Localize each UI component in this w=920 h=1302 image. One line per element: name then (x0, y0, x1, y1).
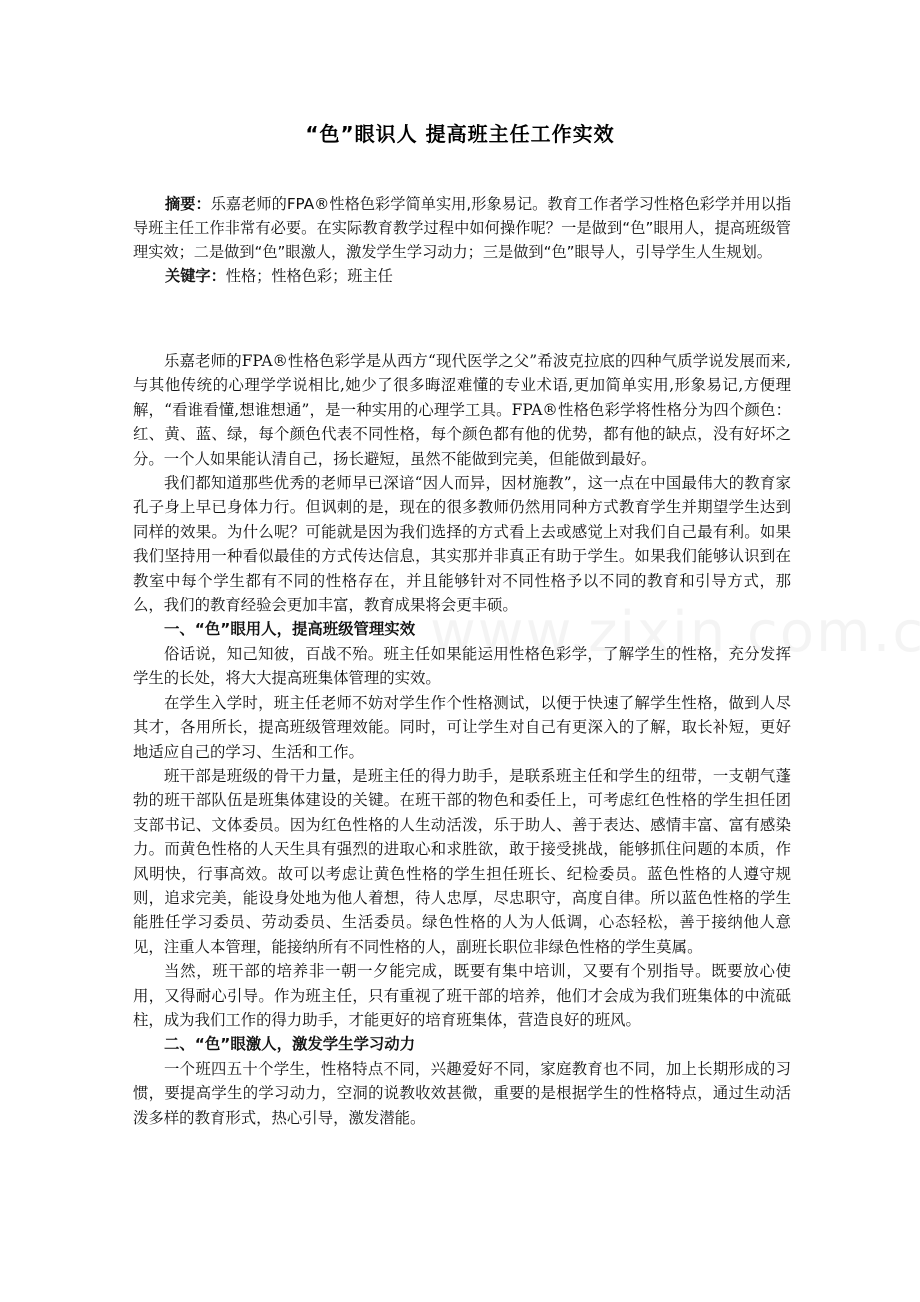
body-paragraph: 一个班四五十个学生，性格特点不同，兴趣爱好不同，家庭教育也不同，加上长期形成的习惯，要提高学生的学习动力，空洞的说教收效甚微，重要的是根据学生的性格特点，通过生动活泼多样的教育形式，热心引导，激发潜能。 (133, 1059, 791, 1127)
section-heading-1: 一、“色”眼用人，提高班级管理实效 (164, 620, 416, 639)
body-paragraph: 在学生入学时，班主任老师不妨对学生作个性格测试，以便于快速了解学生性格，做到人尽其才，各用所长，提高班级管理效能。同时，可让学生对自己有更深入的了解，取长补短，更好地适应自己的学习、生活和工作。 (133, 693, 791, 761)
keywords-label: 关键字： (165, 267, 226, 285)
section-heading-2: 二、“色”眼激人，激发学生学习动力 (164, 1035, 416, 1054)
body-paragraph: 当然，班干部的培养非一朝一夕能完成，既要有集中培训，又要有个别指导。既要放心使用，又得耐心引导。作为班主任，只有重视了班干部的培养，他们才会成为我们班集体的中流砥柱，成为我们工作的得力助手，才能更好的培育班集体，营造良好的班风。 (133, 962, 791, 1029)
abstract-text: 乐嘉老师的FPA®性格色彩学简单实用,形象易记。教育工作者学习性格色彩学并用以指导班主任工作非常有必要。在实际教育教学过程中如何操作呢？一是做到“色”眼用人，提高班级管理实效；二是做到“色”眼激人，激发学生学习动力；三是做到“色”眼导人，引导学生人生规划。 (133, 195, 792, 261)
keywords-paragraph (133, 264, 791, 288)
body-paragraph: 乐嘉老师的FPA®性格色彩学是从西方“现代医学之父”希波克拉底的四种气质学说发展而来,与其他传统的心理学学说相比,她少了很多晦涩难懂的专业术语,更加简单实用,形象易记,方便理解，“看谁看懂,想谁想通”，是一种实用的心理学工具。FPA®性格色彩学将性格分为四个颜色：红、黄、蓝、绿，每个颜色代表不同性格，每个颜色都有他的优势，都有他的缺点，没有好坏之分。一个人如果能认清自己，扬长避短，虽然不能做到完美，但能做到最好。 (133, 352, 791, 468)
abstract-section (133, 192, 791, 288)
body-paragraph: 我们都知道那些优秀的老师早已深谙“因人而异，因材施教”，这一点在中国最伟大的教育家孔子身上早已身体力行。但讽刺的是，现在的很多教师仍然用同种方式教育学生并期望学生达到同样的效果。为什么呢？可能就是因为我们选择的方式看上去或感觉上对我们自己最有利。如果我们坚持用一种看似最佳的方式传达信息，其实那并非真正有助于学生。如果我们能够认识到在教室中每个学生都有不同的性格存在，并且能够针对不同性格予以不同的教育和引导方式，那么，我们的教育经验会更加丰富，教育成果将会更丰硕。 (133, 474, 791, 615)
body-section (133, 349, 791, 1130)
body-paragraph: 班干部是班级的骨干力量，是班主任的得力助手，是联系班主任和学生的纽带，一支朝气蓬勃的班干部队伍是班集体建设的关键。在班干部的物色和委任上，可考虑红色性格的学生担任团支部书记、文体委员。因为红色性格的人生动活泼，乐于助人、善于表达、感情丰富、富有感染力。而黄色性格的人天生具有强烈的进取心和求胜欲，敢于接受挑战，能够抓住问题的本质，作风明快，行事高效。故可以考虑让黄色性格的学生担任班长、纪检委员。蓝色性格的人遵守规则，追求完美，能设身处地为他人着想，待人忠厚，尽忠职守，高度自律。所以蓝色性格的学生能胜任学习委员、劳动委员、生活委员。绿色性格的人为人低调，心态轻松，善于接纳他人意见，注重人本管理，能接纳所有不同性格的人，副班长职位非绿色性格的学生莫属。 (133, 766, 791, 956)
document-title: “色”眼识人 提高班主任工作实效 (305, 122, 615, 146)
body-paragraph: 俗话说，知己知彼，百战不殆。班主任如果能运用性格色彩学，了解学生的性格，充分发挥学生的长处，将大大提高班集体管理的实效。 (133, 644, 791, 688)
abstract-paragraph (133, 192, 791, 264)
abstract-label: 摘要： (165, 195, 211, 213)
keywords-text: 性格；性格色彩；班主任 (225, 267, 393, 285)
